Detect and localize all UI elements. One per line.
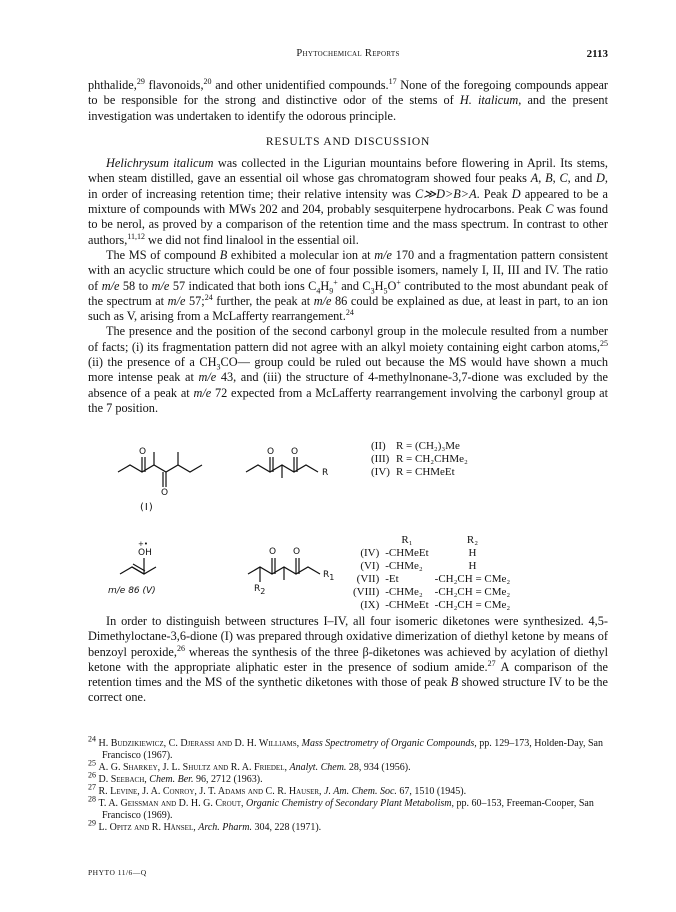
reference-item — [88, 818, 608, 834]
text-run: further, the peak at — [212, 293, 314, 308]
mass-ratio: m/e — [193, 385, 212, 400]
r-letter: R — [323, 570, 330, 580]
subscript: 2 — [260, 586, 266, 596]
text-run: exhibited a molecular ion at — [227, 247, 375, 262]
peak-label: C — [545, 202, 554, 217]
chemical-structures — [88, 438, 608, 611]
citation-ref: 20 — [203, 76, 212, 86]
reference-authors: L. Opitz and R. Hänsel, — [98, 822, 196, 833]
body-text-bottom — [88, 614, 608, 706]
reference-authors: A. G. Sharkey, J. L. Shultz and R. A. Friedel, — [98, 762, 287, 773]
reference-authors: R. Levine, J. A. Conroy, J. T. Adams and C. R. Hauser, — [98, 786, 322, 797]
citation-ref: 11,12 — [127, 231, 145, 241]
peak-label: D — [511, 186, 521, 201]
compound-number: (IV) — [371, 466, 390, 478]
citation-ref: 24 — [204, 292, 213, 302]
reference-list — [88, 734, 608, 834]
text-run: O — [387, 278, 397, 293]
table-row — [350, 586, 513, 599]
results-paragraph-1 — [88, 156, 608, 248]
subscript: 3 — [370, 286, 375, 296]
text-run: was found to be nerol, as proved by a comparison of the retention time and the mass spectrum. In contrast to other authors, — [88, 202, 608, 247]
structure-drawings — [88, 438, 608, 604]
mass-ratio: m/e — [167, 293, 186, 308]
text-run: showed structure IV to be the correct one. — [88, 675, 608, 705]
text-run: CO— group could be ruled out because the MS would have shown a much more intense peak at — [88, 355, 608, 385]
citation-ref: 26 — [176, 643, 185, 653]
mass-ratio: m/e — [151, 278, 170, 293]
subscript: 1 — [329, 572, 335, 582]
oxygen-label: O — [291, 447, 299, 457]
body-text-top — [88, 78, 608, 416]
reference-details: 304, 228 (1971). — [254, 822, 322, 833]
column-header-r1: R₁ — [401, 534, 413, 546]
text-run: 57 indicated that both ions C — [169, 278, 317, 293]
citation-ref: 29 — [136, 76, 145, 86]
text-run: A comparison of the retention times and the MS of the synthetic diketones with those of peak — [88, 659, 608, 690]
text-run: contributed to the most abundant peak of the spectrum at — [88, 278, 608, 308]
compound-number: (VIII) — [353, 586, 380, 598]
text-run: 72 expected from a McLafferty rearrangement involving the carbonyl group at the 7 position. — [88, 385, 608, 415]
peak-label: B — [545, 171, 553, 186]
compound-number: (VI) — [360, 560, 380, 572]
reference-item — [88, 770, 608, 786]
text-run: 57; — [185, 293, 205, 308]
reference-title: Analyt. Chem. — [289, 762, 347, 773]
column-header-r2: R₂ — [466, 534, 479, 546]
reference-title: Organic Chemistry of Secondary Plant Metabolism, — [246, 798, 454, 809]
peak-label: C — [559, 171, 568, 186]
substituent-definition: R = (CH₂)₃Me — [395, 440, 460, 452]
compound-number: (III) — [371, 453, 390, 465]
species-name: Helichrysum italicum — [106, 156, 214, 171]
reference-number: 28 — [88, 794, 96, 804]
reference-number: 29 — [88, 818, 96, 828]
text-run: 58 to — [119, 278, 152, 293]
structure-I — [118, 452, 202, 487]
peak-label: B — [450, 675, 459, 690]
mass-ratio: m/e — [374, 247, 393, 262]
compound-number: (II) — [371, 440, 386, 452]
reference-details: pp. 129–173, Holden-Day, San Francisco (1967). — [102, 738, 603, 761]
reference-item — [88, 794, 608, 822]
subscript: 3 — [216, 362, 221, 372]
reference-number: 26 — [88, 770, 96, 780]
reference-details: 28, 934 (1956). — [348, 762, 411, 773]
reference-item — [88, 782, 608, 798]
reference-title: Arch. Pharm. — [198, 822, 253, 833]
reference-item — [88, 734, 608, 762]
subscript: 5 — [383, 286, 388, 296]
r1-value: -CHMe₂ — [385, 560, 423, 572]
reference-title: J. Am. Chem. Soc. — [324, 786, 397, 797]
structure-V — [120, 558, 156, 574]
intro-paragraph — [88, 78, 608, 124]
text-run: , and — [567, 171, 597, 186]
text-run: The presence and the position of the second carbonyl group in the molecule resulted from a number of facts; (i) its fragmentation pattern did not agree with an alkyl moiety containing eight carbon atoms, — [88, 324, 608, 354]
page-number: 2113 — [586, 48, 608, 60]
citation-ref: 25 — [600, 338, 608, 348]
compound-number: (IX) — [360, 599, 380, 611]
table-corner — [350, 534, 382, 547]
r-substituent-list — [368, 440, 471, 479]
reference-details: 96, 2712 (1963). — [195, 774, 263, 785]
running-head: Phytochemical Reports — [296, 48, 400, 59]
text-run: and the present investigation was undertaken to identify the odorous principle. — [88, 93, 608, 123]
reference-title: Mass Spectrometry of Organic Compounds, — [301, 738, 477, 749]
compound-number: (VII) — [356, 573, 380, 585]
text-run: 43, and (iii) the structure of 4-methylnonane-3,7-dione was excluded by the absence of a peak at — [88, 370, 608, 400]
structure-IV-IX — [248, 558, 320, 582]
results-paragraph-2 — [88, 248, 608, 324]
r-letter: R — [254, 584, 261, 594]
r1-value: -Et — [385, 573, 399, 585]
compound-label-I: (I) — [140, 502, 154, 513]
r2-value: H — [468, 560, 477, 572]
reference-item — [88, 758, 608, 774]
table-row — [350, 573, 513, 586]
results-paragraph-3 — [88, 324, 608, 416]
text-run: In order to distinguish between structures I–IV, all four isomeric diketones were synthesized. 4,5-Dimethyloctane-3,6-dione (I) was prepared through oxidative dimerization of diethyl ketone by means of benzoyl peroxide, — [88, 614, 608, 659]
citation-ref: 17 — [388, 76, 397, 86]
table-row — [350, 560, 513, 573]
r2-label — [254, 584, 265, 594]
page-header — [88, 48, 608, 64]
structure-II-IV — [246, 457, 318, 478]
r-group-label: R — [322, 468, 329, 478]
text-run: None of the foregoing compounds appear to be responsible for the strong and distinctive odor of the stems of — [88, 78, 609, 108]
mass-ratio: m/e — [313, 293, 332, 308]
r-list-row — [368, 453, 471, 466]
section-title: RESULTS AND DISCUSSION — [265, 135, 431, 148]
reference-details: pp. 60–153, Freeman-Cooper, San Francisco (1969). — [102, 798, 594, 821]
r1-label — [323, 570, 334, 580]
citation-ref: 24 — [345, 308, 354, 318]
text-run: whereas the synthesis of the three β-diketones was achieved by acylation of diethyl ketone with the appropriate aliphatic ester in the presence of sodium amide. — [88, 644, 608, 674]
text-run: 86 could be explained as due, at least in part, to an ion such as V, arising from a McLafferty rearrangement. — [88, 293, 608, 324]
superscript: + — [333, 277, 338, 287]
footer-code: PHYTO 11/6—Q — [88, 868, 147, 877]
reference-authors: T. A. Geissman and D. H. G. Crout, — [98, 798, 244, 809]
radical-cation-mark: +• — [138, 540, 148, 548]
reference-authors: H. Budzikiewicz, C. Djerassi and D. H. Williams, — [98, 738, 300, 749]
citation-ref: 27 — [487, 658, 496, 668]
mass-ratio: m/e — [101, 278, 120, 293]
r2-value: H — [468, 547, 477, 559]
subscript: 4 — [316, 286, 321, 296]
table-row — [350, 547, 513, 560]
text-run: phthalide, — [88, 78, 137, 92]
r-list-row — [368, 466, 471, 479]
oxygen-label: O — [267, 447, 275, 457]
subscript: 9 — [329, 286, 334, 296]
substituent-table — [350, 534, 513, 612]
reference-authors: D. Seebach, — [98, 774, 147, 785]
text-run: 170 and a fragmentation pattern consistent with an acyclic structure which could be one of four possible isomers, namely I, II, III and IV. The ratio of — [88, 247, 608, 293]
r2-value: -CH₂CH = CMe₂ — [434, 599, 511, 611]
reference-details: 67, 1510 (1945). — [399, 786, 467, 797]
table-row — [350, 599, 513, 612]
oxygen-label: O — [161, 488, 169, 498]
compound-number: (IV) — [360, 547, 380, 559]
results-paragraph-4 — [88, 614, 608, 706]
text-run: we did not find linalool in the essential oil. — [144, 232, 359, 247]
r1-value: -CHMeEt — [385, 547, 429, 559]
r1-value: -CHMe₂ — [385, 586, 423, 598]
peak-label: A — [530, 171, 539, 186]
text-run: (ii) the presence of a CH — [88, 355, 217, 370]
mass-ratio: m/e — [198, 370, 217, 385]
r2-value: -CH₂CH = CMe₂ — [434, 586, 511, 598]
species-name: H. italicum, — [459, 93, 522, 108]
text-run: and other unidentified compounds. — [211, 78, 389, 92]
oxygen-label: O — [139, 447, 147, 457]
oxygen-label: O — [269, 547, 277, 557]
reference-title: Chem. Ber. — [149, 774, 194, 785]
reference-number: 24 — [88, 734, 96, 744]
text-run: , — [538, 171, 546, 186]
text-run: H — [320, 278, 330, 293]
r2-value: -CH₂CH = CMe₂ — [434, 573, 511, 585]
r-list-row — [368, 440, 471, 453]
text-run: was collected in the Ligurian mountains before flowering in April. Its stems, when steam distilled, gave an essential oil whose gas chromatogram showed four peaks — [88, 156, 608, 186]
text-run: appeared to be a mixture of compounds with MWs 202 and 204, probably sesquiterpene hydrocarbons. Peak — [88, 186, 608, 217]
oxygen-label: O — [293, 547, 301, 557]
text-run: The MS of compound — [106, 247, 220, 262]
text-run: and C — [337, 278, 371, 293]
hydroxyl-label: OH — [138, 548, 152, 558]
compound-label-V: m/e 86 (V) — [108, 586, 156, 596]
intensity-order: C≫D>B>A — [415, 186, 477, 201]
reference-number: 25 — [88, 758, 96, 768]
text-run: flavonoids, — [144, 78, 204, 92]
substituent-definition: R = CH₂CHMe₂ — [395, 453, 468, 465]
reference-number: 27 — [88, 782, 96, 792]
r1-value: -CHMeEt — [385, 599, 429, 611]
superscript: + — [396, 277, 401, 287]
peak-label: B — [219, 247, 228, 262]
text-run: , — [552, 171, 560, 186]
substituent-definition: R = CHMeEt — [395, 466, 455, 478]
peak-label: D — [596, 171, 605, 186]
text-run: H — [374, 278, 384, 293]
text-run: . Peak — [476, 186, 512, 201]
text-run: , in order of increasing retention time; their relative intensity was — [88, 171, 608, 201]
